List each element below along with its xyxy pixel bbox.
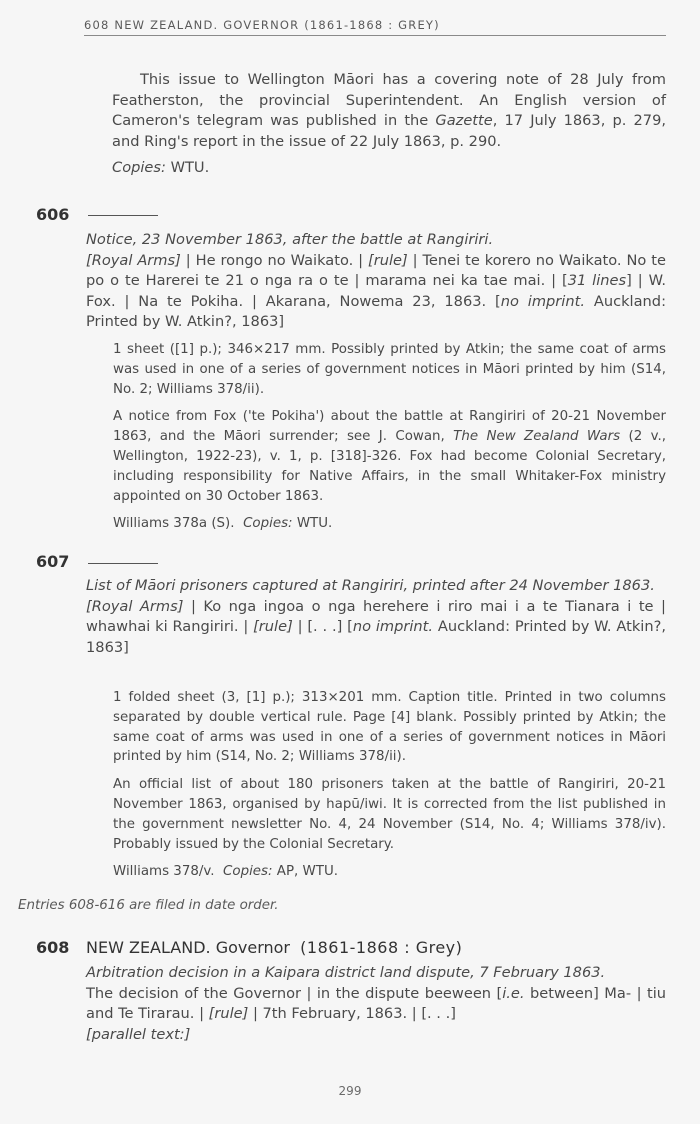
t607-2i: [rule] [253,618,293,635]
t608-1i: i.e. [502,984,525,1002]
entry-606-note [113,407,666,506]
copies-label: Copies: [112,159,166,176]
n606-a: A notice from Fox ('te Pokiha') about the battle at Rangiriri of 20-21 November 1863, and the Māori surrender; see J. Cowan, [113,409,666,445]
r607: Williams 378/v. [113,864,215,880]
entry-number-606: 606 [36,205,70,224]
entry-608-transcription [86,984,666,1025]
t606-1: | He rongo no Waikato. | [180,251,369,269]
entry-608-main [86,963,666,1045]
entry-606-refs [113,514,666,534]
t606-4: Auckland: Printed by W. Atkin?, 1863] [86,292,666,330]
t606-4i: no imprint. [500,292,585,310]
c606-label: Copies: [243,516,293,532]
entry-606-main [86,230,666,333]
entry-608-heading-dates: (1861-1868 : Grey) [300,938,463,957]
entry-dash-607 [88,563,158,564]
entry-606-description: 1 sheet ([1] p.); 346×217 mm. Possibly printed by Atkin; the same coat of arms was used in one of a series of government notices in Māori printed by him (S14, No. 2; Williams 378/ii). [113,342,666,397]
t607-3i: no imprint. [352,618,434,635]
copies-value: WTU. [165,159,210,176]
entry-606-title: Notice, 23 November 1863, after the battle at Rangiriri. [86,231,494,248]
entry-607-refs [113,862,666,882]
entry-dash-606 [88,215,158,216]
intro-text-a: This issue to Wellington Māori has a covering note of 28 July from Featherston, the provincial Superintendent. An English version of Cameron's telegram was published in the [112,71,666,129]
t607-3: Auckland: Printed by W. Atkin?, 1863] [86,618,666,656]
t608-2i: [rule] [208,1005,249,1022]
entry-607-main [86,576,666,658]
t608-1: The decision of the Governor | in the dispute beeween [ [86,984,503,1002]
t608-3: | 7th February, 1863. | [. . .] [248,1005,456,1022]
t606-3i: 31 lines [567,272,627,289]
t607-1i: [Royal Arms] [86,597,184,615]
entry-607-note: An official list of about 180 prisoners taken at the battle of Rangiriri, 20-21 November 1863, organised by hapū/iwi. It is corrected from the list published in the government newsletter No. 4, 24 November (S14, No. 4; Williams 378/iv). Probably issued by the Colonial Secretary. [113,777,666,852]
page-number: 299 [338,1084,362,1098]
n606-i: The New Zealand Wars [453,429,621,445]
t606-1i: [Royal Arms] [86,251,181,269]
intro-paragraph [112,70,666,179]
entry-606-transcription [86,251,666,333]
c607-value: AP, WTU. [272,864,339,880]
entry-608-heading [86,938,462,957]
entry-number-607: 607 [36,552,70,571]
entry-608-heading-name: NEW ZEALAND. Governor [86,938,290,957]
entry-607-title: List of Māori prisoners captured at Rangiriri, printed after 24 November 1863. [86,577,655,594]
t607-2: | [. . .] [ [292,618,353,635]
t606-3: ] | W. Fox. | Na te Pokiha. | Akarana, Nowema 23, 1863. [ [86,272,666,310]
entry-608-title: Arbitration decision in a Kaipara district land dispute, 7 February 1863. [86,964,606,981]
c606-value: WTU. [292,516,333,532]
entry-608-parallel: [parallel text:] [86,1025,191,1043]
header-rule [84,35,666,36]
c607-label: Copies: [223,864,273,880]
entry-number-608: 608 [36,938,70,957]
running-head: 608 NEW ZEALAND. GOVERNOR (1861-1868 : GREY) [84,18,440,32]
r606: Williams 378a (S). [113,516,235,532]
intro-text-italic: Gazette [435,112,493,129]
t606-2: | Tenei te korero no Waikato. No te po o te Harerei te 21 o nga ra o te | marama nei ka tae mai. | [ [86,251,666,289]
entry-606-notes [113,340,666,534]
intro-text-b: , 17 July 1863, p. 279, and Ring's report in the issue of 22 July 1863, p. 290. [112,112,666,150]
filed-order-note: Entries 608-616 are filed in date order. [18,898,279,913]
t607-1: | Ko nga ingoa o nga herehere i riro mai i a te Tianara i te | whawhai ki Rangiriri. | [86,597,666,635]
entry-607-description: 1 folded sheet (3, [1] p.); 313×201 mm. Caption title. Printed in two columns separated by double vertical rule. Page [4] blank. Possibly printed by Atkin; the same coat of arms was used in one of a series of government notices in Māori printed by him (S14, No. 2; Williams 378/ii). [113,690,666,765]
t608-2: between] Ma- | tiu and Te Tirarau. | [86,984,666,1022]
t606-2i: [rule] [368,251,408,269]
entry-607-transcription [86,597,666,659]
entry-607-notes [113,688,666,882]
n606-b: (2 v., Wellington, 1922-23), v. 1, p. [318]-326. Fox had become Colonial Secretary, including responsibility for Native Affairs, in the small Whitaker-Fox ministry appointed on 30 October 1863. [113,429,667,504]
